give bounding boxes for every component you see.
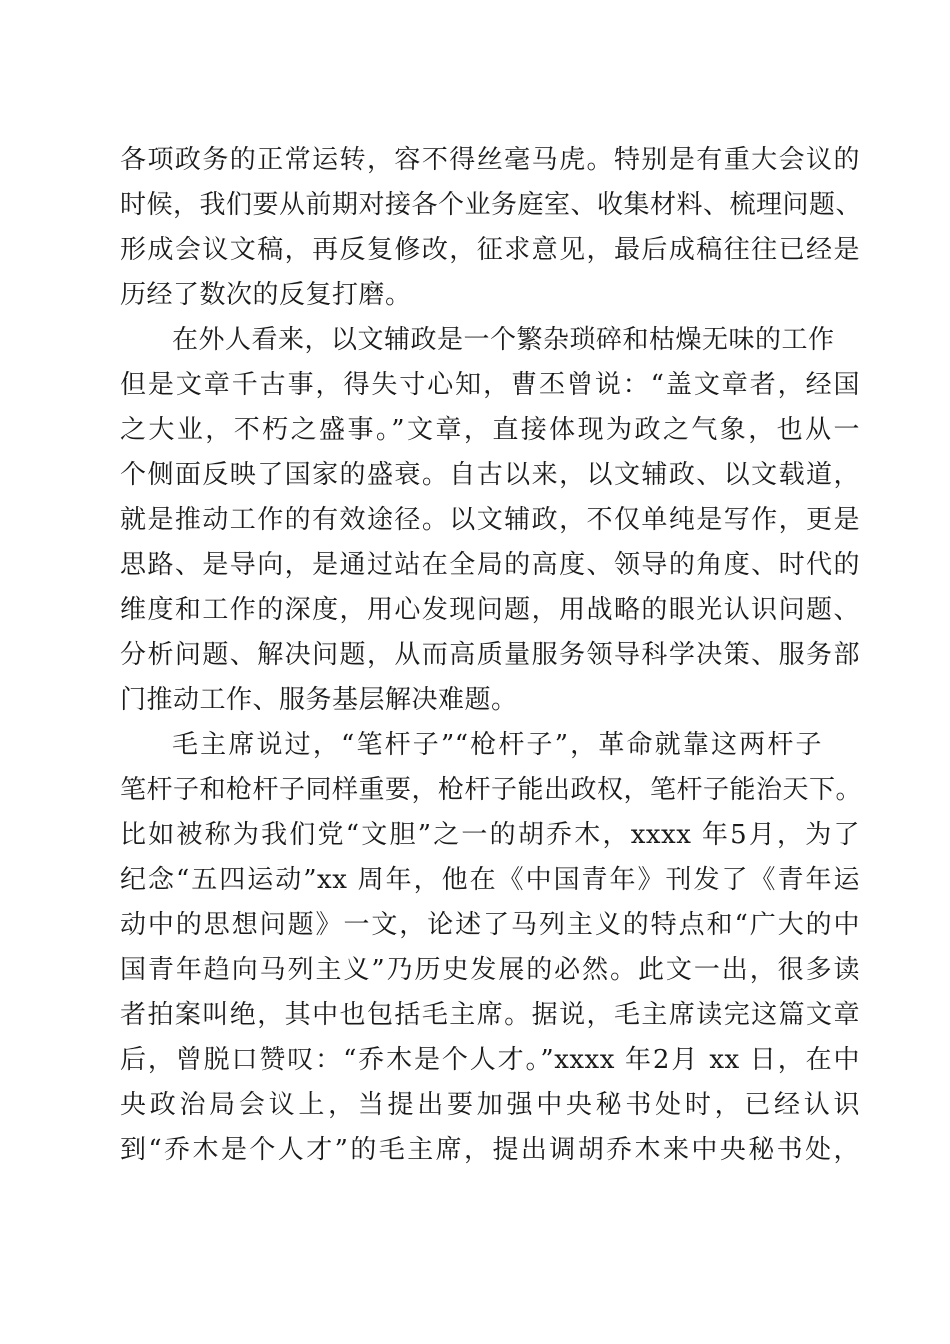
text-line: 之大业，不朽之盛事。”文章，直接体现为政之气象，也从一: [120, 415, 860, 445]
text-line: 后，曾脱口赞叹：“乔木是个人才。”xxxx 年2月 xx 日，在中: [120, 1045, 860, 1075]
text-line: 门推动工作、服务基层解决难题。: [120, 685, 518, 715]
text-line: 形成会议文稿，再反复修改，征求意见，最后成稿往往已经是: [120, 235, 860, 265]
text-line: 纪念“五四运动”xx 周年，他在《中国青年》刊发了《青年运: [120, 865, 860, 895]
text-line: 到“乔木是个人才”的毛主席，提出调胡乔木来中央秘书处，: [120, 1135, 860, 1165]
text-line: 央政治局会议上，当提出要加强中央秘书处时，已经认识: [120, 1090, 860, 1120]
text-line: 个侧面反映了国家的盛衰。自古以来，以文辅政、以文载道，: [120, 460, 860, 490]
text-line: 动中的思想问题》一文，论述了马列主义的特点和“广大的中: [120, 910, 860, 940]
text-line: 分析问题、解决问题，从而高质量服务领导科学决策、服务部: [120, 640, 860, 670]
text-line: 但是文章千古事，得失寸心知，曹丕曾说：“盖文章者，经国: [120, 370, 860, 400]
paragraph-first-line: 在外人看来，以文辅政是一个繁杂琐碎和枯燥无味的工作: [172, 325, 835, 355]
text-line: 时候，我们要从前期对接各个业务庭室、收集材料、梳理问题、: [120, 190, 863, 220]
text-line: 笔杆子和枪杆子同样重要，枪杆子能出政权，笔杆子能治天下。: [120, 775, 863, 805]
text-line: 比如被称为我们党“文胆”之一的胡乔木，xxxx 年5月，为了: [120, 820, 860, 850]
text-line: 思路、是导向，是通过站在全局的高度、领导的角度、时代的: [120, 550, 860, 580]
text-line: 各项政务的正常运转，容不得丝毫马虎。特别是有重大会议的: [120, 145, 860, 175]
text-line: 国青年趋向马列主义”乃历史发展的必然。此文一出，很多读: [120, 955, 860, 985]
text-line: 历经了数次的反复打磨。: [120, 280, 412, 310]
text-line: 就是推动工作的有效途径。以文辅政，不仅单纯是写作，更是: [120, 505, 860, 535]
text-line: 者拍案叫绝，其中也包括毛主席。据说，毛主席读完这篇文章: [120, 1000, 860, 1030]
text-line: 维度和工作的深度，用心发现问题，用战略的眼光认识问题、: [120, 595, 860, 625]
paragraph-first-line: 毛主席说过，“笔杆子”“枪杆子”，革命就靠这两杆子: [172, 730, 822, 760]
